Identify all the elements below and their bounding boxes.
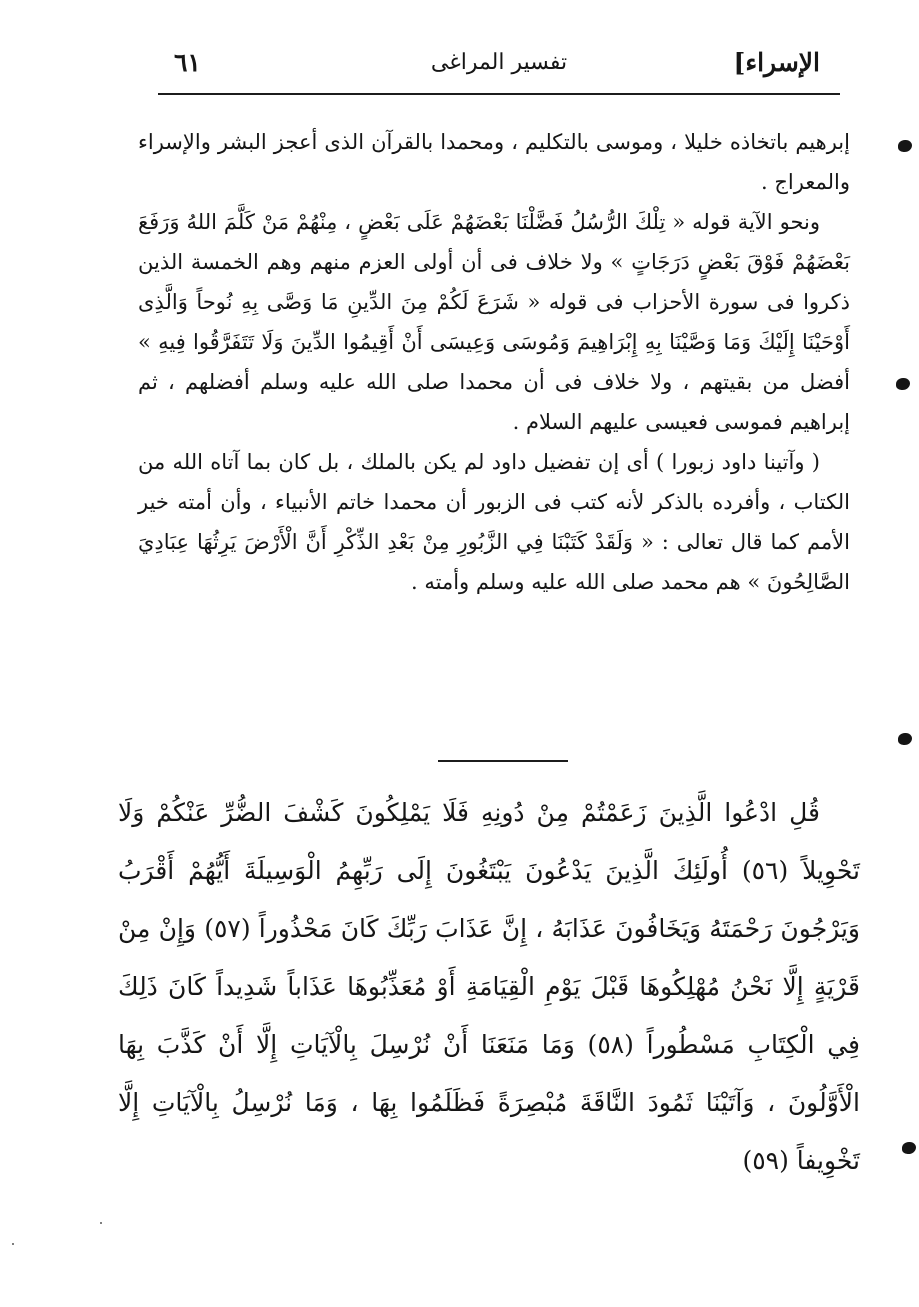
commentary-paragraph: ونحو الآية قوله « تِلْكَ الرُّسُلُ فَضَّلْنَا بَعْضَهُمْ عَلَى بَعْضٍ ، مِنْهُمْ مَنْ كَلَّمَ اللهُ وَرَفَعَ بَعْضَهُمْ فَوْقَ بَعْضٍ دَرَجَاتٍ » ولا خلاف فى أن أولى العزم منهم وهم الخمسة الذين ذكروا فى سورة الأحزاب فى قوله « شَرَعَ لَكُمْ مِنَ الدِّينِ مَا وَصَّى بِهِ نُوحاً وَالَّذِى أَوْحَيْنَا إِلَيْكَ وَمَا وَصَّيْنَا بِهِ إِبْرَاهِيمَ وَمُوسَى وَعِيسَى أَنْ أَقِيمُوا الدِّينَ وَلَا تَتَفَرَّقُوا فِيهِ » أفضل من بقيتهم ، ولا خلاف فى أن محمدا صلى الله عليه وسلم أفضلهم ، ثم إبراهيم فموسى فعيسى عليهم السلام . <box>138 210 850 434</box>
commentary-paragraph: إبرهيم باتخاذه خليلا ، وموسى بالتكليم ، ومحمدا بالقرآن الذى أعجز البشر والإسراء والمعراج . <box>138 130 850 194</box>
scan-dot <box>12 1243 14 1245</box>
scan-speck <box>902 1142 916 1154</box>
book-title: تفسير المراغى <box>430 50 568 75</box>
verses-text: قُلِ ادْعُوا الَّذِينَ زَعَمْتُمْ مِنْ دُونِهِ فَلَا يَمْلِكُونَ كَشْفَ الضُّرِّ عَنْكُمْ وَلَا تَحْوِيلاً (٥٦) أُولَئِكَ الَّذِينَ يَدْعُونَ يَبْتَغُونَ إِلَى رَبِّهِمُ الْوَسِيلَةَ أَيُّهُمْ أَقْرَبُ وَيَرْجُونَ رَحْمَتَهُ وَيَخَافُونَ عَذَابَهُ ، إِنَّ عَذَابَ رَبِّكَ كَانَ مَحْذُوراً (٥٧) وَإِنْ مِنْ قَرْيَةٍ إِلَّا نَحْنُ مُهْلِكُوهَا قَبْلَ يَوْمِ الْقِيَامَةِ أَوْ مُعَذِّبُوهَا عَذَاباً شَدِيداً كَانَ ذَلِكَ فِي الْكِتَابِ مَسْطُوراً (٥٨) وَمَا مَنَعَنَا أَنْ نُرْسِلَ بِالْآيَاتِ إِلَّا أَنْ كَذَّبَ بِهَا الْأَوَّلُونَ ، وَآتَيْنَا ثَمُودَ النَّاقَةَ مُبْصِرَةً فَظَلَمُوا بِهَا ، وَمَا نُرْسِلُ بِالْآيَاتِ إِلَّا تَخْوِيفاً (٥٩) <box>118 798 860 1175</box>
scan-dot <box>100 1222 102 1224</box>
page-number: ٦١ <box>174 48 201 77</box>
commentary-text <box>138 122 850 602</box>
commentary-paragraph: ( وآتينا داود زبورا ) أى إن تفضيل داود لم يكن بالملك ، بل كان بما آتاه الله من الكتاب ، وأفرده بالذكر لأنه كتب فى الزبور أن محمدا خاتم الأنبياء ، وأن أمته خير الأمم كما قال تعالى : « وَلَقَدْ كَتَبْنَا فِي الزَّبُورِ مِنْ بَعْدِ الذِّكْرِ أَنَّ الْأَرْضَ يَرِثُهَا عِبَادِيَ الصَّالِحُونَ » هم محمد صلى الله عليه وسلم وأمته . <box>138 450 850 594</box>
running-header <box>158 40 840 92</box>
surah-label: الإسراء] <box>733 48 820 77</box>
scan-speck <box>898 140 912 152</box>
scan-speck <box>896 378 910 390</box>
header-rule <box>158 93 840 95</box>
section-divider <box>438 760 568 762</box>
scan-speck <box>898 733 912 745</box>
quran-verses <box>118 784 860 1190</box>
